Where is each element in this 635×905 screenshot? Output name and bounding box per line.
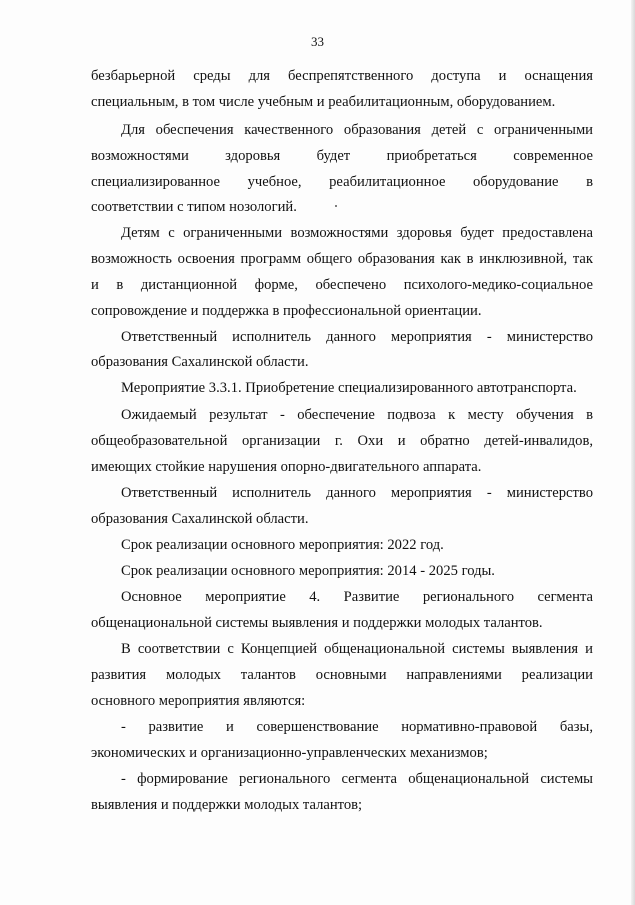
text-line: специализированное учебное, реабилитационное оборудование в <box>91 174 593 190</box>
text-line: Срок реализации основного мероприятия: 2022 год. <box>121 537 444 553</box>
text-line: возможностями здоровья будет приобретаться современное <box>91 148 593 164</box>
text-line: экономических и организационно-управленческих механизмов; <box>91 745 488 761</box>
text-line: образования Сахалинской области. <box>91 511 309 527</box>
text-line: общеобразовательной организации г. Охи и обратно детей-инвалидов, <box>91 433 593 449</box>
text-line: сопровождение и поддержка в профессиональной ориентации. <box>91 303 482 319</box>
text-line: развития молодых талантов основными направлениями реализации <box>91 667 593 683</box>
text-line: Детям с ограниченными возможностями здоровья будет предоставлена <box>121 225 593 241</box>
text-line: выявления и поддержки молодых талантов; <box>91 797 363 813</box>
text-line: образования Сахалинской области. <box>91 354 309 370</box>
text-line: - развитие и совершенствование нормативно-правовой базы, <box>121 719 593 735</box>
text-line: Срок реализации основного мероприятия: 2014 - 2025 годы. <box>121 563 495 579</box>
text-line: В соответствии с Концепцией общенациональной системы выявления и <box>121 641 593 657</box>
scan-speck <box>335 205 337 207</box>
text-line: Ответственный исполнитель данного мероприятия - министерство <box>121 329 593 345</box>
text-line: Основное мероприятие 4. Развитие регионального сегмента <box>121 589 593 605</box>
text-line: основного мероприятия являются: <box>91 693 306 709</box>
text-line: - формирование регионального сегмента общенациональной системы <box>121 771 593 787</box>
text-line: специальным, в том числе учебным и реабилитационным, оборудованием. <box>91 94 556 110</box>
page-number: 33 <box>311 34 324 49</box>
text-line: Ожидаемый результат - обеспечение подвоза к месту обучения в <box>121 407 593 423</box>
text-line: Ответственный исполнитель данного мероприятия - министерство <box>121 485 593 501</box>
text-line: общенациональной системы выявления и поддержки молодых талантов. <box>91 615 543 631</box>
text-line: Мероприятие 3.3.1. Приобретение специализированного автотранспорта. <box>121 380 577 396</box>
text-line: безбарьерной среды для беспрепятственного доступа и оснащения <box>91 68 593 84</box>
text-line: имеющих стойкие нарушения опорно-двигательного аппарата. <box>91 459 482 475</box>
text-line: возможность освоения программ общего образования как в инклюзивной, так <box>91 251 593 267</box>
text-line: и в дистанционной форме, обеспечено психолого-медико-социальное <box>91 277 593 293</box>
text-line: Для обеспечения качественного образования детей с ограниченными <box>121 122 593 138</box>
scan-edge <box>631 0 635 905</box>
text-line: соответствии с типом нозологий. <box>91 199 297 215</box>
